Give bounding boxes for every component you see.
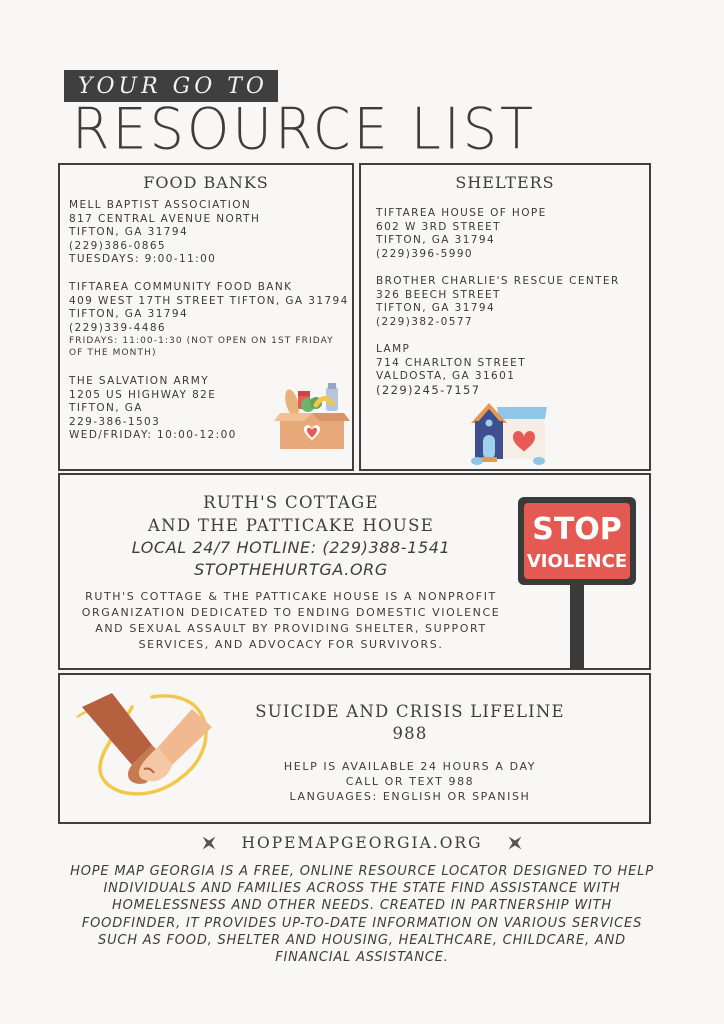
house-heart-icon	[469, 399, 549, 465]
entry-city: TIFTON, GA 31794	[69, 226, 189, 239]
food-banks-title: FOOD BANKS	[143, 173, 269, 192]
sparkle-icon	[200, 834, 218, 852]
entry-hours: WED/FRIDAY: 10:00-12:00	[69, 429, 237, 442]
ruth-contact	[60, 537, 522, 581]
entry-city: TIFTON, GA	[69, 402, 143, 415]
entry-phone[interactable]: 229-386-1503	[69, 415, 161, 428]
entry-address: 1205 US HIGHWAY 82E	[69, 388, 217, 401]
entry-name: THE SALVATION ARMY	[69, 375, 210, 387]
lifeline-languages: LANGUAGES: ENGLISH OR SPANISH	[289, 790, 531, 803]
entry-name: MELL BAPTIST ASSOCIATION	[69, 199, 252, 211]
sparkle-icon	[506, 834, 524, 852]
lifeline-number[interactable]: 988	[392, 724, 428, 743]
shelters-title: SHELTERS	[455, 173, 555, 192]
shelter-entry	[376, 343, 526, 397]
entry-city: TIFTON, GA 31794	[376, 234, 496, 247]
ruth-title-line2: AND THE PATTICAKE HOUSE	[147, 516, 435, 535]
holding-hands-icon	[72, 687, 222, 807]
entry-address: 326 BEECH STREET	[376, 288, 501, 301]
ruths-cottage-section	[58, 473, 651, 670]
entry-address: 714 CHARLTON STREET	[376, 356, 527, 369]
food-bank-entry	[69, 199, 260, 267]
ruth-title	[60, 491, 522, 537]
footer-site-row	[0, 834, 724, 852]
entry-city: TIFTON, GA 31794	[376, 302, 496, 315]
entry-name: BROTHER CHARLIE'S RESCUE CENTER	[376, 275, 620, 287]
shelter-entry	[376, 207, 547, 261]
lifeline-details	[250, 759, 570, 804]
lifeline-call-text: CALL OR TEXT 988	[345, 775, 475, 788]
hopemap-website-link[interactable]: HOPEMAPGEORGIA.ORG	[241, 834, 483, 852]
entry-phone[interactable]: (229)382-0577	[376, 315, 473, 328]
lifeline-heading	[250, 701, 570, 745]
entry-name: TIFTAREA COMMUNITY FOOD BANK	[69, 281, 293, 293]
entry-hours: FRIDAYS: 11:00-1:30 (NOT OPEN ON 1ST FRIDAY OF THE MONTH)	[69, 336, 334, 359]
entry-phone[interactable]: (229)386-0865	[69, 239, 166, 252]
food-bank-entry	[69, 375, 237, 443]
sign-text-violence: VIOLENCE	[526, 551, 628, 572]
lifeline-title: SUICIDE AND CRISIS LIFELINE	[255, 702, 565, 721]
entry-hours: TUESDAYS: 9:00-11:00	[69, 253, 217, 266]
header-tag: YOUR GO TO	[64, 70, 278, 102]
lifeline-availability: HELP IS AVAILABLE 24 HOURS A DAY	[283, 760, 537, 773]
entry-name: LAMP	[376, 343, 411, 355]
entry-address: 409 WEST 17TH STREET TIFTON, GA 31794	[69, 294, 349, 307]
ruth-title-line1: RUTH'S COTTAGE	[203, 493, 379, 512]
entry-phone[interactable]: (229)339-4486	[69, 321, 166, 334]
ruth-website-link[interactable]: STOPTHEHURTGA.ORG	[194, 560, 388, 579]
sign-text-stop: STOP	[532, 512, 622, 547]
footer-description: HOPE MAP GEORGIA IS A FREE, ONLINE RESOURCE LOCATOR DESIGNED TO HELP INDIVIDUALS AND FAMILIES ACROSS THE STATE FIND ASSISTANCE WITH HOMELESSNESS AND OTHER NEEDS. CREATED IN PARTNERSHIP WITH FOODFINDER, IT PROVIDES UP-TO-DATE INFORMATION ON VARIOUS SERVICES SUCH AS FOOD, SHELTER AND HOUSING, HEALTHCARE, CHILDCARE, AND FINANCIAL ASSISTANCE.	[70, 864, 654, 966]
shelters-section	[359, 163, 651, 471]
food-box-icon	[274, 383, 350, 451]
shelter-entry	[376, 275, 620, 329]
entry-address: 602 W 3RD STREET	[376, 220, 501, 233]
entry-phone[interactable]: (229)396-5990	[376, 247, 473, 260]
food-bank-entry	[69, 281, 349, 359]
food-banks-section	[58, 163, 354, 471]
stop-violence-sign	[518, 497, 636, 669]
ruth-hotline[interactable]: LOCAL 24/7 HOTLINE: (229)388-1541	[131, 538, 451, 557]
ruth-description: RUTH'S COTTAGE & THE PATTICAKE HOUSE IS A NONPROFIT ORGANIZATION DEDICATED TO ENDING DOMESTIC VIOLENCE AND SEXUAL ASSAULT BY PROVIDING SHELTER, SUPPORT SERVICES, AND ADVOCACY FOR SURVIVORS.	[81, 590, 501, 651]
entry-phone[interactable]: (229)245-7157	[376, 382, 481, 397]
page-title: RESOURCE LIST	[72, 96, 537, 163]
entry-city: VALDOSTA, GA 31601	[376, 370, 516, 383]
entry-address: 817 CENTRAL AVENUE NORTH	[69, 212, 261, 225]
entry-city: TIFTON, GA 31794	[69, 308, 189, 321]
entry-name: TIFTAREA HOUSE OF HOPE	[376, 207, 547, 219]
suicide-lifeline-section	[58, 673, 651, 824]
